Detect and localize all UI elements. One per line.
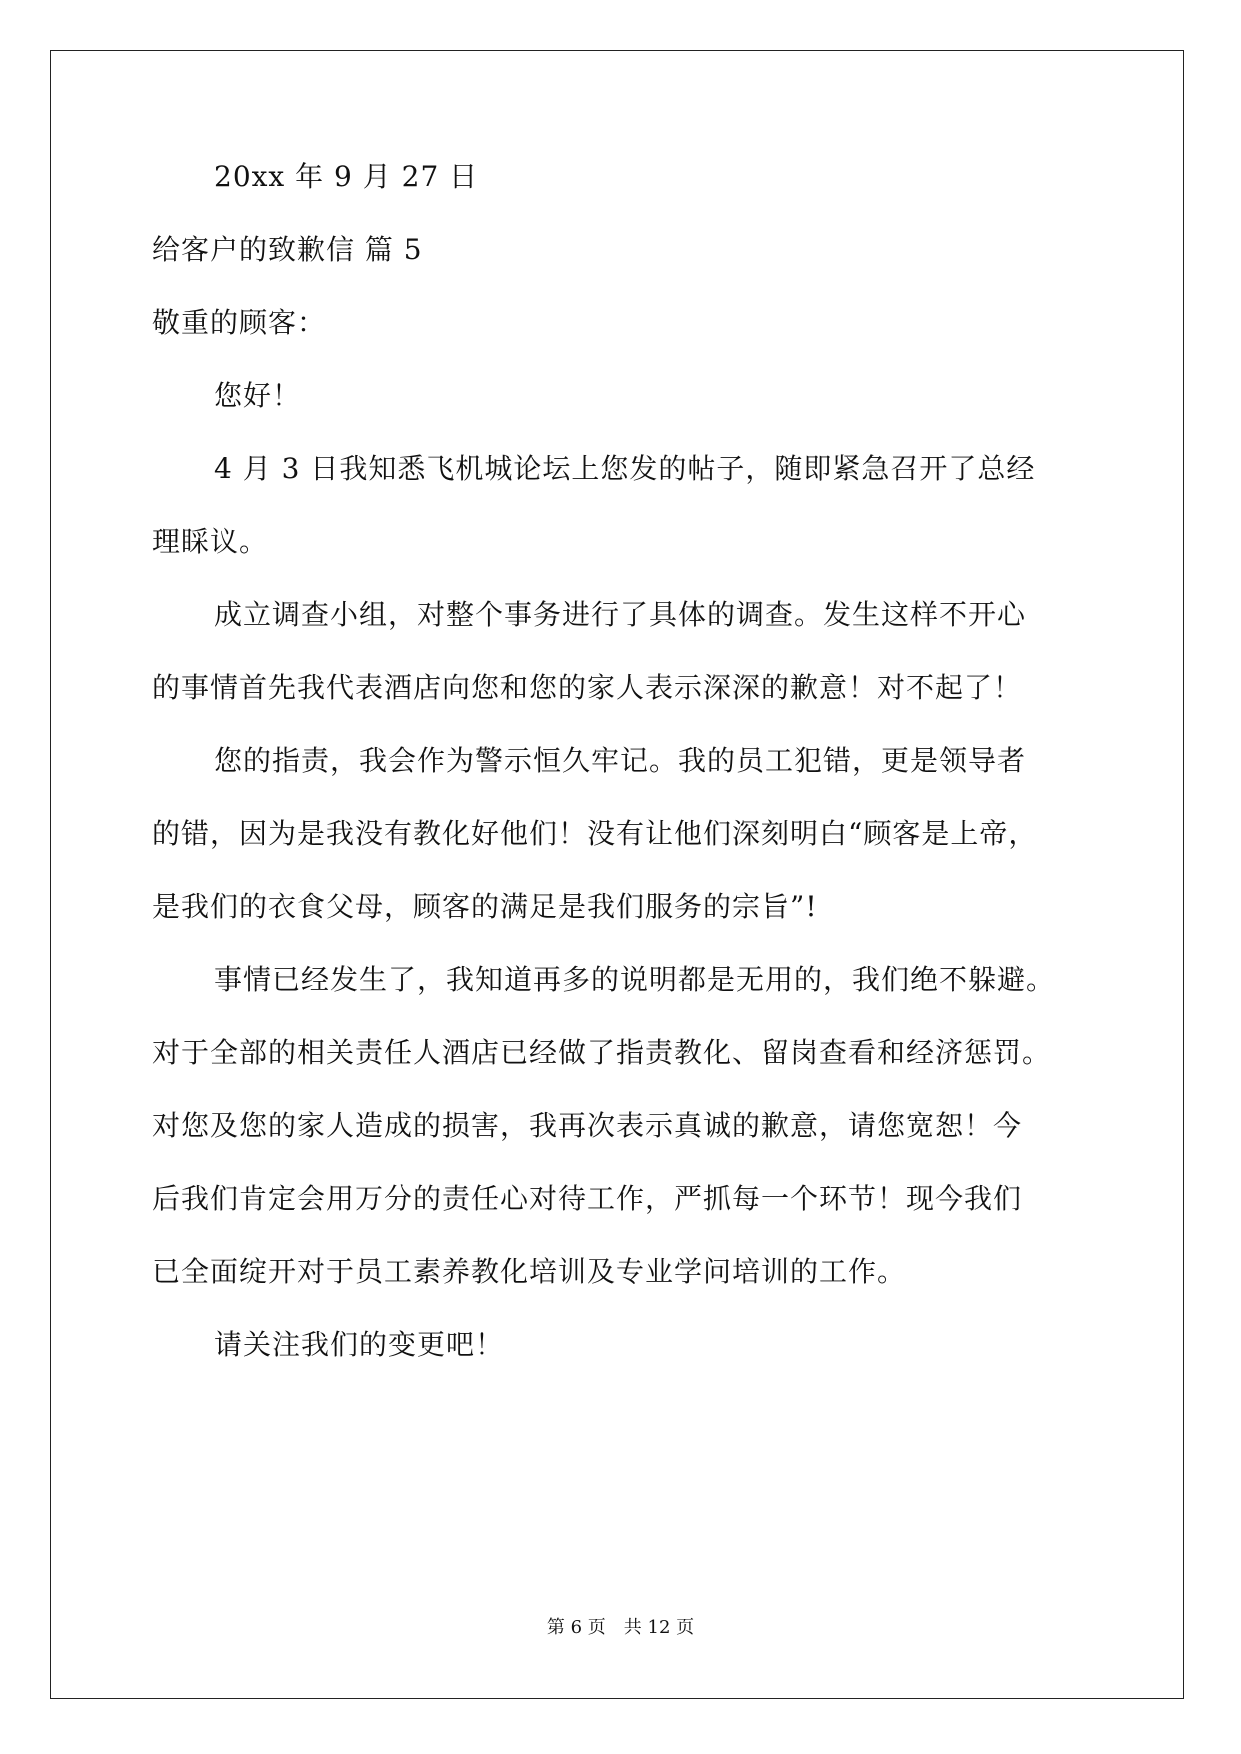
paragraph-line: 事情已经发生了，我知道再多的说明都是无用的，我们绝不躲避。 <box>214 963 1056 996</box>
paragraph-line: 成立调查小组，对整个事务进行了具体的调查。发生这样不开心 <box>214 598 1027 631</box>
paragraph-line: 4 月 3 日我知悉飞机城论坛上您发的帖子，随即紧急召开了总经 <box>214 452 1036 485</box>
paragraph-line: 对您及您的家人造成的损害，我再次表示真诚的歉意，请您宽恕！今 <box>152 1109 1023 1142</box>
page-footer <box>0 1616 1241 1640</box>
paragraph-line: 对于全部的相关责任人酒店已经做了指责教化、留岗查看和经济惩罚。 <box>152 1036 1052 1069</box>
paragraph-line: 理睬议。 <box>152 525 269 558</box>
letter-greeting: 您好！ <box>214 379 302 412</box>
paragraph-line: 是我们的衣食父母，顾客的满足是我们服务的宗旨”! <box>152 890 818 923</box>
page-border <box>50 50 1184 1699</box>
page-number: 第 6 页 <box>546 1617 606 1638</box>
paragraph-line: 的错，因为是我没有教化好他们！没有让他们深刻明白“顾客是上帝， <box>152 817 1038 850</box>
paragraph-line: 已全面绽开对于员工素养教化培训及专业学问培训的工作。 <box>152 1255 907 1288</box>
paragraph-line: 您的指责，我会作为警示恒久牢记。我的员工犯错，更是领导者 <box>214 744 1027 777</box>
paragraph-line: 的事情首先我代表酒店向您和您的家人表示深深的歉意！对不起了！ <box>152 671 1023 704</box>
letter-date: 20xx 年 9 月 27 日 <box>214 160 479 193</box>
paragraph-line: 请关注我们的变更吧！ <box>214 1328 505 1361</box>
letter-salutation: 敬重的顾客： <box>152 306 327 339</box>
page-total: 共 12 页 <box>623 1617 695 1638</box>
paragraph-line: 后我们肯定会用万分的责任心对待工作，严抓每一个环节！现今我们 <box>152 1182 1023 1215</box>
letter-title: 给客户的致歉信 篇 5 <box>152 233 423 266</box>
